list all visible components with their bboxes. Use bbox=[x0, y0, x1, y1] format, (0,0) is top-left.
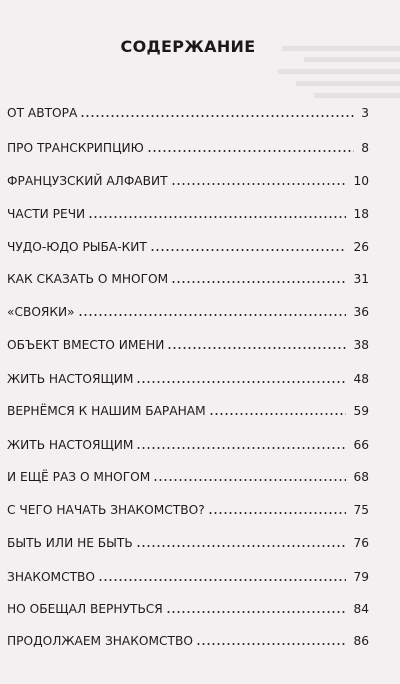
toc-dot-leader bbox=[171, 183, 347, 185]
toc-entry-title: ЗНАКОМСТВО bbox=[7, 570, 95, 584]
toc-entry-title: ЖИТЬ НАСТОЯЩИМ bbox=[7, 438, 134, 452]
toc-entry-title: ЧУДО-ЮДО РЫБА-КИТ bbox=[7, 240, 147, 254]
toc-entry-page-number: 79 bbox=[353, 570, 369, 584]
toc-entry bbox=[7, 596, 369, 616]
toc-entry-page-number: 68 bbox=[353, 470, 369, 484]
toc-entry-title: ПРОДОЛЖАЕМ ЗНАКОМСТВО bbox=[7, 634, 193, 648]
toc-dot-leader bbox=[150, 249, 347, 251]
toc-entry bbox=[7, 135, 369, 155]
toc-entry bbox=[7, 332, 369, 352]
toc-entry-page-number: 66 bbox=[353, 438, 369, 452]
toc-dot-leader bbox=[98, 579, 346, 581]
toc-dot-leader bbox=[209, 413, 347, 415]
toc-entry bbox=[7, 234, 369, 254]
toc-entry-title: И ЕЩЁ РАЗ О МНОГОМ bbox=[7, 470, 151, 484]
toc-entry-title: БЫТЬ ИЛИ НЕ БЫТЬ bbox=[7, 536, 133, 550]
page-title: СОДЕРЖАНИЕ bbox=[120, 37, 256, 56]
toc-entry bbox=[7, 628, 369, 648]
toc-entry bbox=[7, 366, 369, 386]
toc-entry bbox=[7, 398, 369, 418]
toc-dot-leader bbox=[147, 150, 354, 152]
toc-entry-page-number: 18 bbox=[353, 207, 369, 221]
toc-entry bbox=[7, 266, 369, 286]
toc-entry bbox=[7, 100, 369, 120]
toc-entry-title: ФРАНЦУЗСКИЙ АЛФАВИТ bbox=[7, 174, 168, 188]
toc-entry bbox=[7, 564, 369, 584]
toc-entry bbox=[7, 432, 369, 452]
toc-entry bbox=[7, 299, 369, 319]
toc-entry-page-number: 59 bbox=[353, 404, 369, 418]
toc-entry-title: С ЧЕГО НАЧАТЬ ЗНАКОМСТВО? bbox=[7, 503, 205, 517]
toc-entry-title: ЧАСТИ РЕЧИ bbox=[7, 207, 86, 221]
toc-entry-page-number: 84 bbox=[353, 602, 369, 616]
toc-dot-leader bbox=[208, 512, 347, 514]
toc-entry-title: ВЕРНЁМСЯ К НАШИМ БАРАНАМ bbox=[7, 404, 206, 418]
toc-dot-leader bbox=[171, 281, 346, 283]
toc-entry bbox=[7, 201, 369, 221]
toc-dot-leader bbox=[136, 381, 346, 383]
toc-entry bbox=[7, 168, 369, 188]
toc-entry-page-number: 8 bbox=[361, 141, 369, 155]
toc-entry-page-number: 86 bbox=[353, 634, 369, 648]
toc-entry-page-number: 26 bbox=[353, 240, 369, 254]
toc-entry-page-number: 3 bbox=[361, 106, 369, 120]
toc-entry bbox=[7, 497, 369, 517]
toc-entry bbox=[7, 464, 369, 484]
toc-entry-page-number: 76 bbox=[353, 536, 369, 550]
toc-dot-leader bbox=[167, 347, 346, 349]
toc-dot-leader bbox=[78, 314, 347, 316]
toc-dot-leader bbox=[88, 216, 346, 218]
toc-entry-title: ЖИТЬ НАСТОЯЩИМ bbox=[7, 372, 134, 386]
toc-entry-title: ОБЪЕКТ ВМЕСТО ИМЕНИ bbox=[7, 338, 165, 352]
toc-entry-title: «СВОЯКИ» bbox=[7, 305, 75, 319]
toc-entry-page-number: 10 bbox=[353, 174, 369, 188]
toc-dot-leader bbox=[136, 447, 346, 449]
toc-entry-page-number: 48 bbox=[353, 372, 369, 386]
toc-entry-title: ОТ АВТОРА bbox=[7, 106, 78, 120]
toc-entry-page-number: 38 bbox=[353, 338, 369, 352]
toc-dot-leader bbox=[166, 611, 347, 613]
toc-entry bbox=[7, 530, 369, 550]
toc-entry-page-number: 36 bbox=[353, 305, 369, 319]
toc-entry-title: НО ОБЕЩАЛ ВЕРНУТЬСЯ bbox=[7, 602, 163, 616]
toc-entry-title: КАК СКАЗАТЬ О МНОГОМ bbox=[7, 272, 169, 286]
toc-dot-leader bbox=[196, 643, 347, 645]
toc-entry-page-number: 31 bbox=[353, 272, 369, 286]
toc-dot-leader bbox=[153, 479, 346, 481]
toc-dot-leader bbox=[136, 545, 347, 547]
toc-dot-leader bbox=[80, 115, 354, 117]
toc-entry-page-number: 75 bbox=[353, 503, 369, 517]
toc-entry-title: ПРО ТРАНСКРИПЦИЮ bbox=[7, 141, 144, 155]
